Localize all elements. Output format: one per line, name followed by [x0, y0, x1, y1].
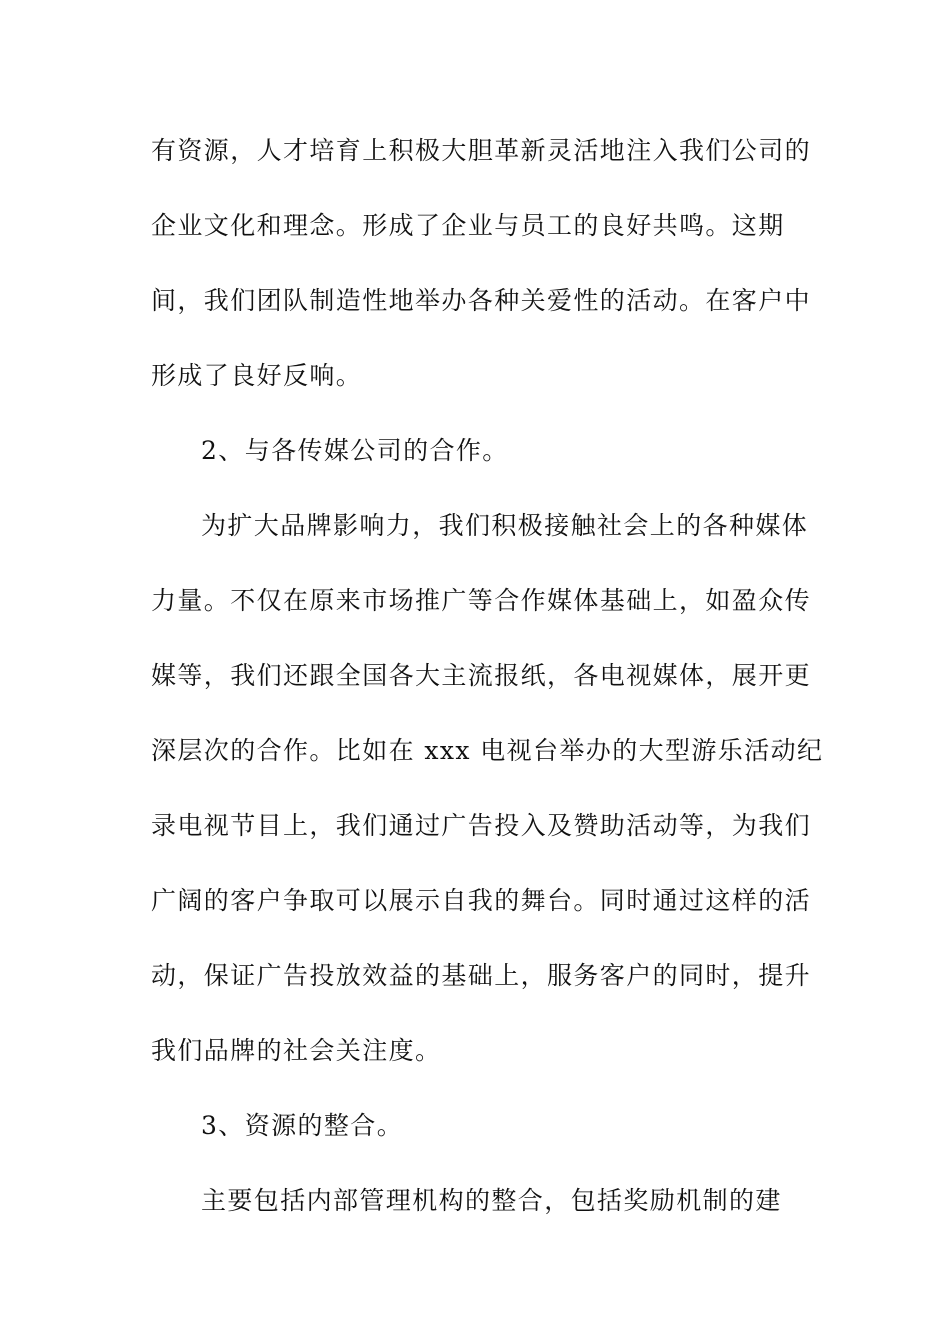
text-line-9: 深层次的合作。比如在 xxx 电视台举办的大型游乐活动纪 [151, 736, 824, 765]
section-heading-2: 2、与各传媒公司的合作。 [201, 436, 509, 465]
text-line-7: 力量。不仅在原来市场推广等合作媒体基础上，如盈众传 [151, 586, 812, 615]
text-line-13: 我们品牌的社会关注度。 [151, 1036, 442, 1065]
text-line-8: 媒等，我们还跟全国各大主流报纸，各电视媒体，展开更 [151, 661, 812, 690]
text-line-3: 间，我们团队制造性地举办各种关爱性的活动。在客户中 [151, 286, 812, 315]
text-line-2: 企业文化和理念。形成了企业与员工的良好共鸣。这期 [151, 211, 785, 240]
text-line-10: 录电视节目上，我们通过广告投入及赞助活动等，为我们 [151, 811, 812, 840]
text-line-1: 有资源，人才培育上积极大胆革新灵活地注入我们公司的 [151, 136, 812, 165]
section-heading-3: 3、资源的整合。 [201, 1111, 404, 1140]
text-line-12: 动，保证广告投放效益的基础上，服务客户的同时，提升 [151, 961, 812, 990]
text-line-15: 主要包括内部管理机构的整合，包括奖励机制的建 [201, 1186, 782, 1215]
text-line-11: 广阔的客户争取可以展示自我的舞台。同时通过这样的活 [151, 886, 812, 915]
text-line-4: 形成了良好反响。 [151, 361, 363, 390]
text-line-6: 为扩大品牌影响力，我们积极接触社会上的各种媒体 [201, 511, 809, 540]
